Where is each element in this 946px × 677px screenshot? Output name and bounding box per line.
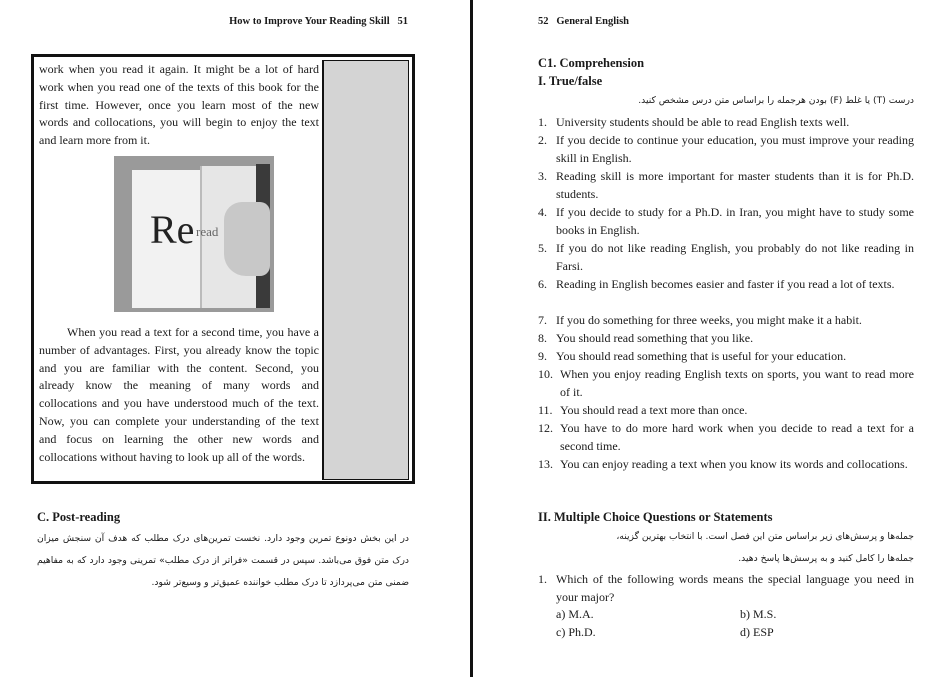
tf-item-num: 10.	[538, 367, 553, 381]
tf-item-13	[538, 455, 914, 473]
tf-item-4	[538, 203, 914, 239]
tf-item-num: 5.	[538, 241, 547, 255]
tf-item-text: If you do not like reading English, you probably do not like reading in Farsi.	[556, 241, 914, 273]
tf-item-text: You have to do more hard work when you decide to read a text for a second time.	[560, 421, 914, 453]
tf-item-text: You should read something that you like.	[556, 331, 754, 345]
option-a: a) M.A.	[556, 607, 594, 621]
tf-item-text: If you decide to study for a Ph.D. in Iran, you might have to study some books in English.	[556, 205, 914, 237]
tf-item-text: If you do something for three weeks, you might make it a habit.	[556, 313, 862, 327]
tf-item-text: You should read something that is useful for your education.	[556, 349, 847, 363]
tf-item-text: Reading in English becomes easier and faster if you read a lot of texts.	[556, 277, 895, 291]
box-paragraph-1: work when you read it again. It might be a lot of hard work when you read one of the texts of this book for the first time. However, once you learn most of the new words and collocations, you will begin to enjoy the text and learn more from it.	[39, 62, 319, 148]
tf-item-1	[538, 113, 914, 131]
mc-instruction-line-2: جمله‌ها را کامل کنید و به پرسش‌ها پاسخ دهید.	[738, 553, 914, 564]
right-page-header	[538, 16, 629, 27]
multiple-choice-title: II. Multiple Choice Questions or Statements	[538, 510, 773, 524]
tf-item-7	[538, 311, 914, 329]
left-header-title: How to Improve Your Reading Skill	[229, 16, 390, 27]
mc-question-1	[538, 570, 914, 606]
tf-item-8	[538, 329, 914, 347]
section-c-title: C. Post-reading	[37, 510, 121, 524]
tf-item-text: You should read a text more than once.	[560, 403, 748, 417]
mc-question-num: 1.	[538, 572, 547, 586]
tf-item-12	[538, 419, 914, 455]
tf-item-5	[538, 239, 914, 275]
tf-item-num: 9.	[538, 349, 547, 363]
right-page	[476, 0, 946, 677]
tf-item-num: 7.	[538, 313, 547, 327]
option-d: d) ESP	[740, 625, 774, 639]
reread-book-image	[114, 156, 274, 312]
tf-item-num: 3.	[538, 169, 547, 183]
tf-item-num: 12.	[538, 421, 553, 435]
tf-item-num: 2.	[538, 133, 547, 147]
tf-item-num: 13.	[538, 457, 553, 471]
box-paragraph-2: When you read a text for a second time, you have a number of advantages. First, you already know the topic and you are familiar with the content. Second, you already know the meaning of many words and collocations and you have understood much of the text. Now, you can complete your understanding of the text and focus on learning the other new words and collocations without having to look up all of the words.	[39, 325, 319, 464]
mc-instruction-line-1: جمله‌ها و پرسش‌های زیر براساس متن این فصل است. با انتخاب بهترین گزینه،	[616, 531, 914, 542]
tf-item-num: 6.	[538, 277, 547, 291]
tf-item-9	[538, 347, 914, 365]
left-page-header	[229, 16, 408, 27]
tf-item-11	[538, 401, 914, 419]
tf-item-num: 4.	[538, 205, 547, 219]
left-page	[0, 0, 470, 677]
option-c: c) Ph.D.	[556, 625, 596, 639]
tf-item-num: 1.	[538, 115, 547, 129]
tf-item-10	[538, 365, 914, 401]
right-header-title: General English	[556, 16, 630, 27]
tf-item-3	[538, 167, 914, 203]
tf-item-text: You can enjoy reading a text when you know its words and collocations.	[560, 457, 908, 471]
option-b: b) M.S.	[740, 607, 777, 621]
true-false-instruction: درست (T) یا غلط (F) بودن هرجمله را براساس متن درس مشخص کنید.	[638, 95, 914, 106]
tf-item-2	[538, 131, 914, 167]
hand-turning-page	[224, 202, 270, 276]
reading-text-box	[31, 54, 415, 484]
tf-item-text: When you enjoy reading English texts on sports, you want to read more of it.	[560, 367, 914, 399]
image-text-big: Re	[150, 207, 195, 252]
reading-text-column	[37, 60, 323, 480]
tf-item-text: University students should be able to read English texts well.	[556, 115, 850, 129]
tf-item-text: If you decide to continue your education, you must improve your reading skill in English.	[556, 133, 914, 165]
tf-item-num: 8.	[538, 331, 547, 345]
tf-item-6	[538, 275, 914, 293]
page-divider	[470, 0, 473, 677]
tf-item-num: 11.	[538, 403, 553, 417]
section-c-persian-text: در این بخش دونوع تمرین وجود دارد. نخست تمرین‌های درک مطلب که هدف آن سنجش میزان درک متن فوق می‌باشد. سپس در قسمت «فراتر از درک مطلب» تمرینی وجود دارد که به مفاهیم ضمنی متن می‌پردازد تا درک مطلب خواننده عمیق‌تر و وسیع‌تر شود.	[37, 533, 409, 588]
left-page-number: 51	[397, 16, 408, 27]
true-false-title: I. True/false	[538, 74, 603, 88]
c1-title: C1. Comprehension	[538, 56, 645, 70]
right-page-number: 52	[538, 16, 549, 27]
tf-item-text: Reading skill is more important for master students than it is for Ph.D. students.	[556, 169, 914, 201]
image-text-small: read	[196, 224, 219, 239]
mc-question-text: Which of the following words means the special language you need in your major?	[556, 572, 914, 604]
box-side-shading	[323, 60, 409, 480]
